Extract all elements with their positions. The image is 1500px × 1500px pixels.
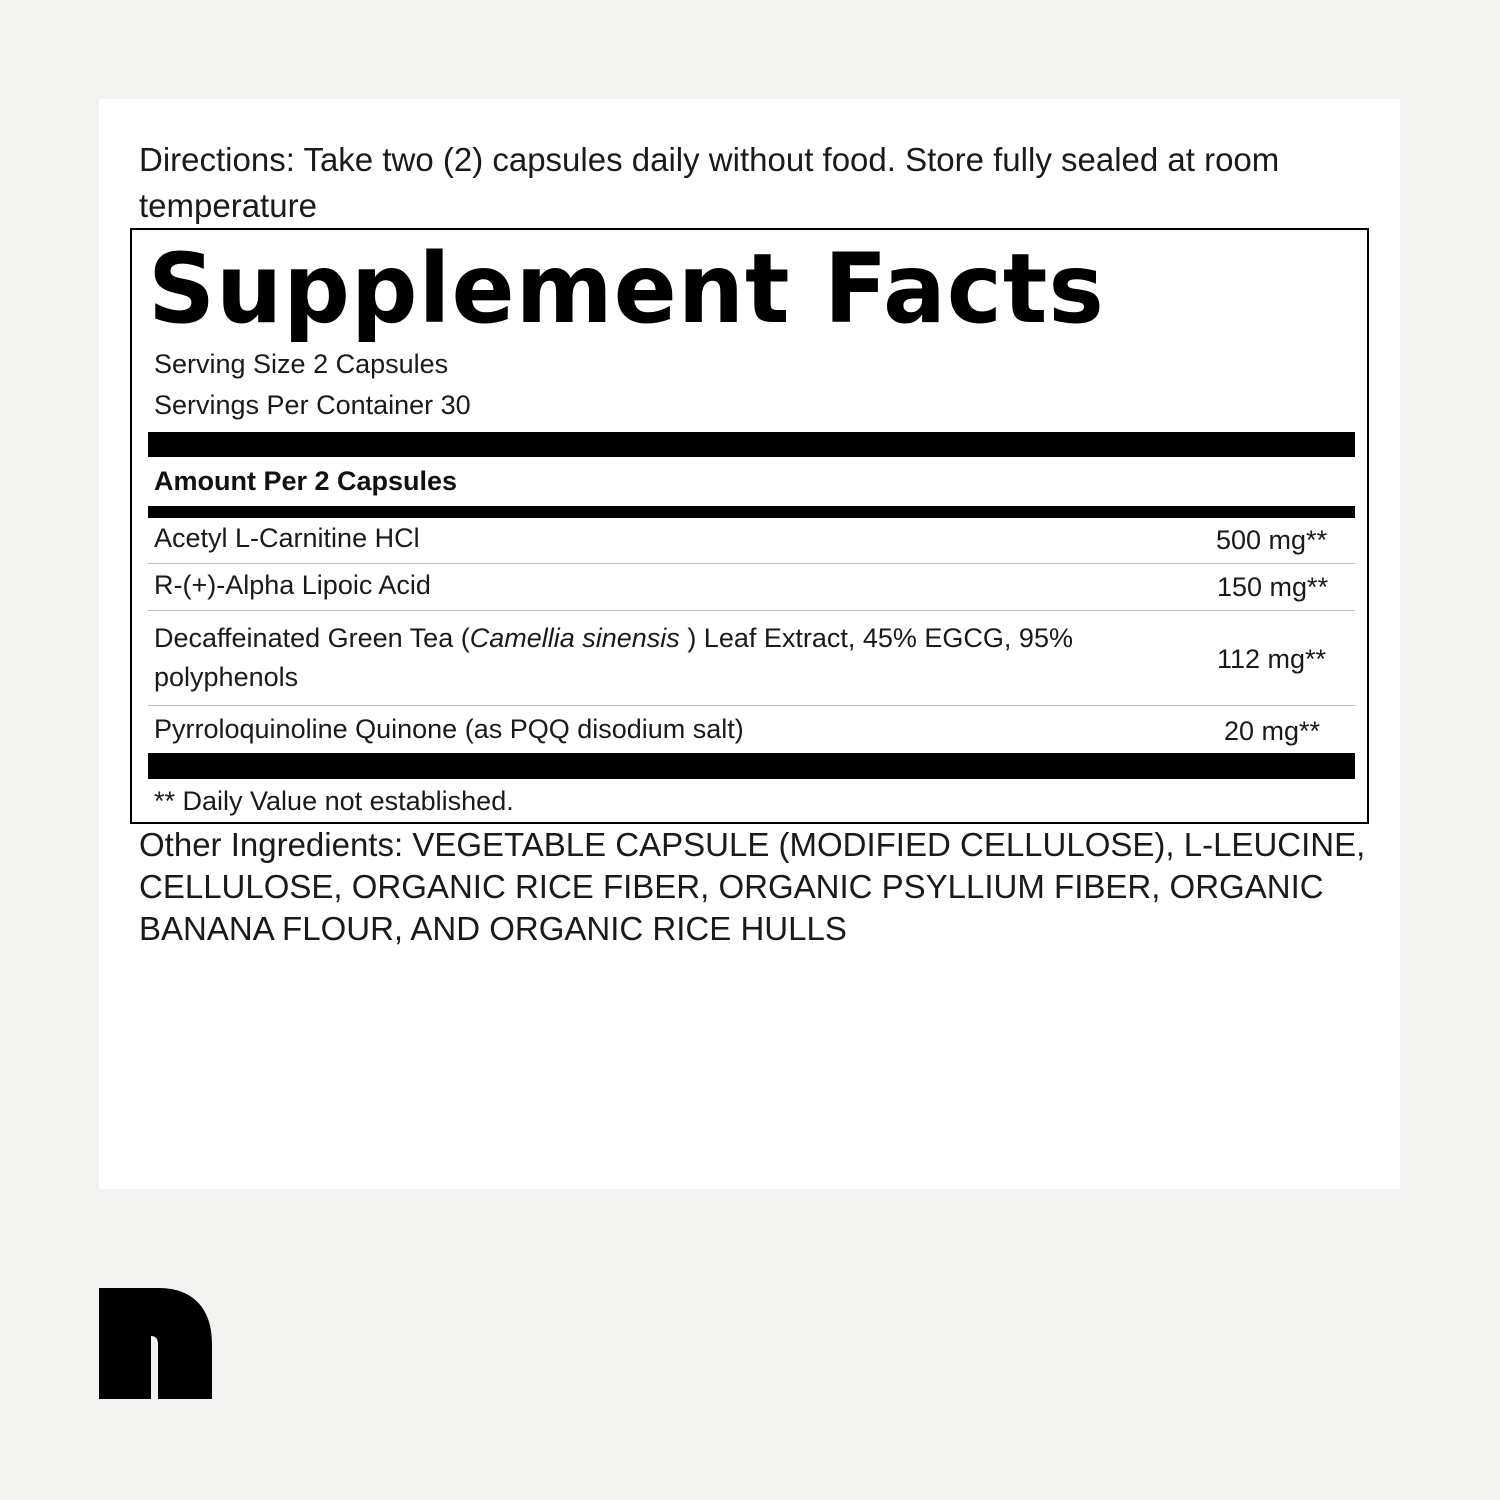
ingredient-row bbox=[148, 518, 1355, 564]
ingredient-row bbox=[148, 564, 1355, 611]
serving-size: Serving Size 2 Capsules bbox=[154, 349, 449, 379]
thick-divider bbox=[148, 432, 1355, 457]
ingredient-row bbox=[148, 706, 1355, 753]
ingredient-name: Pyrroloquinoline Quinone (as PQQ disodium salt) bbox=[154, 714, 744, 744]
ingredient-amount: 150 mg** bbox=[1217, 572, 1329, 602]
facts-title: Supplement Facts bbox=[148, 233, 1105, 345]
thick-divider bbox=[148, 753, 1355, 779]
ingredient-amount: 500 mg** bbox=[1216, 525, 1328, 555]
supplement-facts-panel bbox=[130, 228, 1369, 824]
medium-divider bbox=[148, 506, 1355, 518]
ingredient-name: R-(+)-Alpha Lipoic Acid bbox=[154, 570, 431, 600]
ingredient-name: Acetyl L-Carnitine HCl bbox=[154, 523, 420, 553]
ingredient-name bbox=[154, 619, 1194, 697]
amount-per-serving-header: Amount Per 2 Capsules bbox=[154, 466, 458, 496]
ingredient-row bbox=[148, 611, 1355, 706]
other-ingredients-text: Other Ingredients: VEGETABLE CAPSULE (MODIFIED CELLULOSE), L-LEUCINE, CELLULOSE, ORGANIC RICE FIBER, ORGANIC PSYLLIUM FIBER, ORGANIC BANANA FLOUR, AND ORGANIC RICE HULLS bbox=[139, 826, 1366, 947]
daily-value-footnote: ** Daily Value not established. bbox=[154, 786, 514, 816]
ingredient-name-part: ) Leaf Extract, 45% EGCG, 95% polyphenols bbox=[154, 623, 1073, 692]
botanical-name: Camellia sinensis bbox=[469, 623, 680, 653]
ingredient-amount: 20 mg** bbox=[1224, 716, 1321, 746]
servings-per-container: Servings Per Container 30 bbox=[154, 390, 471, 420]
ingredient-amount: 112 mg** bbox=[1217, 644, 1327, 674]
brand-logo-icon bbox=[99, 1288, 212, 1399]
ingredient-name-part: Decaffeinated Green Tea ( bbox=[154, 623, 470, 653]
directions-text: Directions: Take two (2) capsules daily without food. Store fully sealed at room temperature bbox=[139, 141, 1280, 224]
